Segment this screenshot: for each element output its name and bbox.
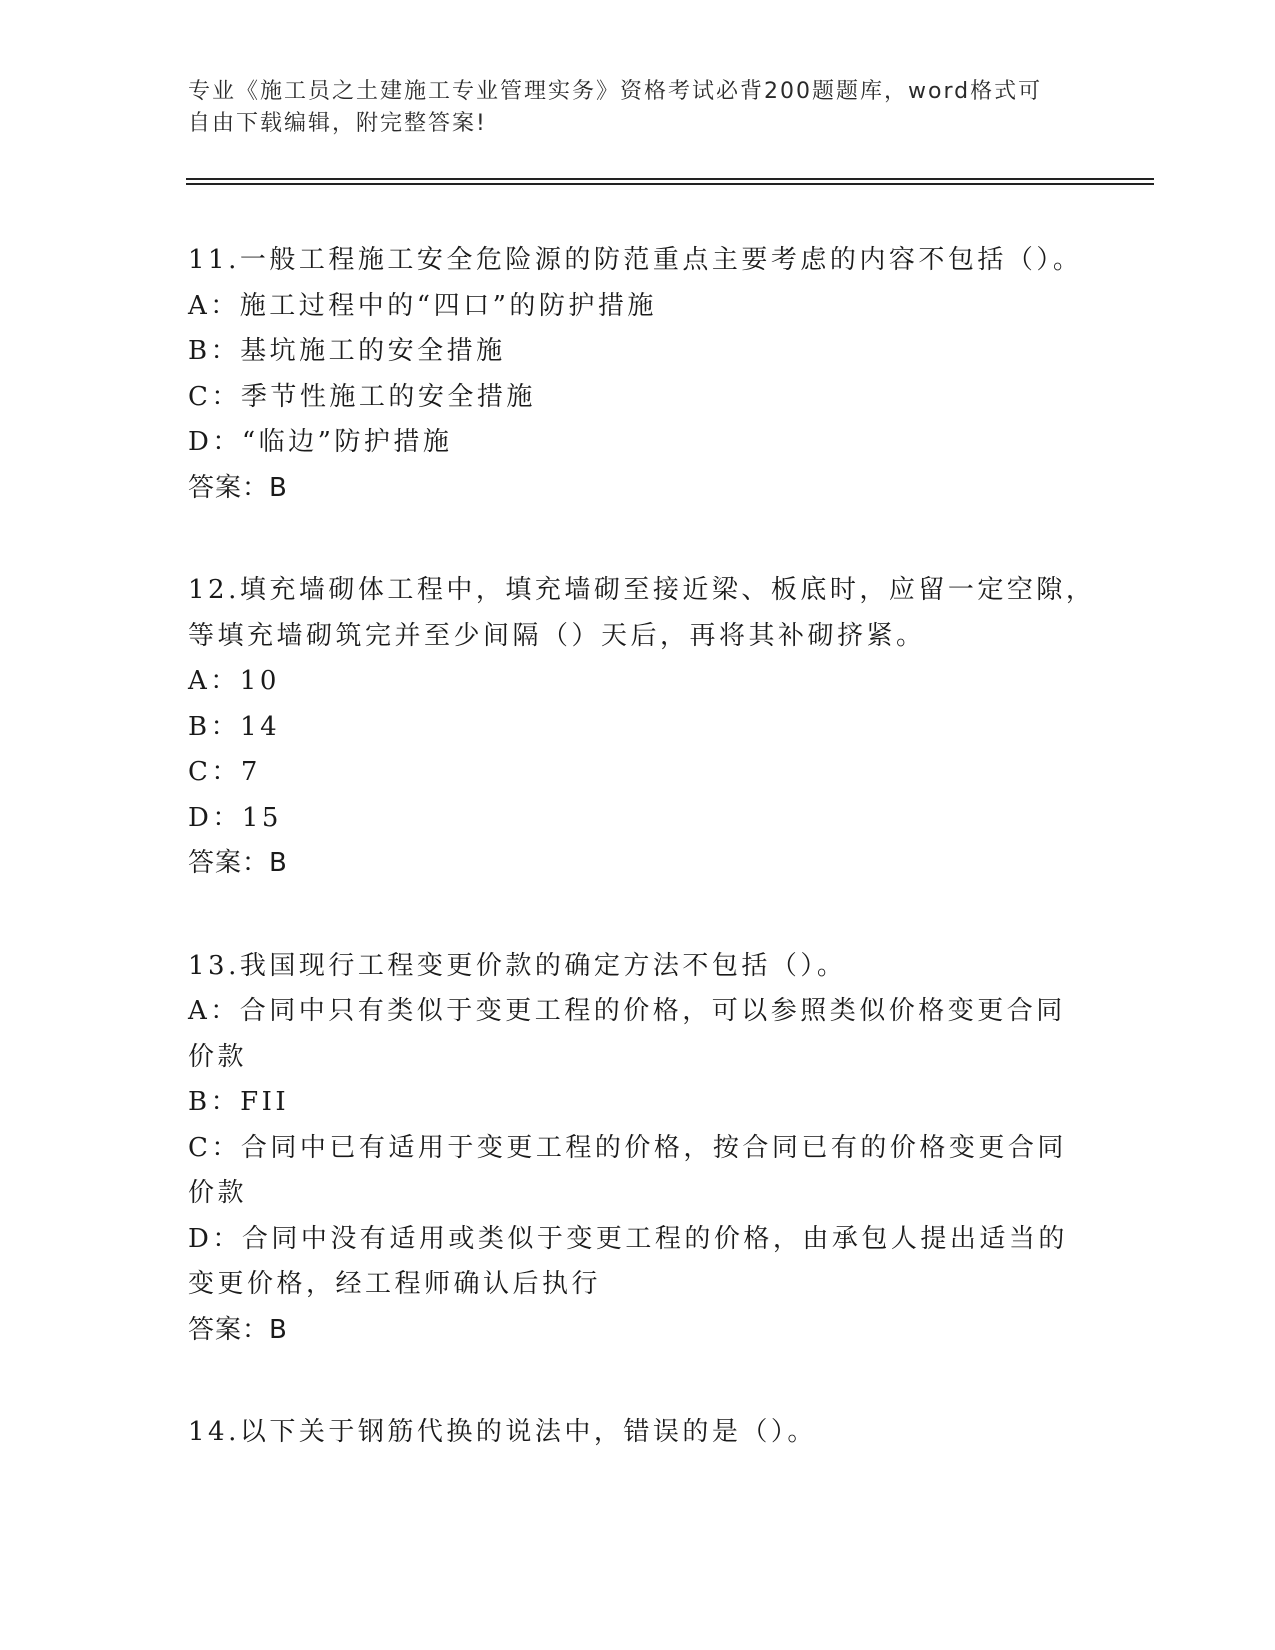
question-stem: 14.以下关于钢筋代换的说法中，错误的是（）。 [188, 1417, 817, 1447]
option-c: C：季节性施工的安全措施 [188, 381, 536, 412]
question-13 [188, 944, 1088, 1354]
header-divider-bottom [186, 183, 1154, 185]
header-divider-top [186, 178, 1154, 180]
question-stem: 13.我国现行工程变更价款的确定方法不包括（）。 [188, 950, 847, 981]
option-a: A：合同中只有类似于变更工程的价格，可以参照类似价格变更合同价款 [188, 996, 1066, 1072]
question-stem: 11.一般工程施工安全危险源的防范重点主要考虑的内容不包括（）。 [188, 245, 1083, 275]
answer-label: 答案： [188, 472, 270, 503]
option-c: C：合同中已有适用于变更工程的价格，按合同已有的价格变更合同价款 [188, 1132, 1067, 1208]
option-b: B：基坑施工的安全措施 [188, 336, 506, 366]
document-header [188, 76, 1088, 140]
question-14 [188, 1410, 1088, 1456]
answer-line [188, 466, 1088, 512]
option-a: A：10 [188, 666, 280, 696]
question-list [188, 238, 1096, 1513]
header-line-1: 专业《施工员之土建施工专业管理实务》资格考试必背200题题库，word格式可 [188, 79, 1043, 104]
answer-value: B [269, 1314, 288, 1345]
answer-value: B [269, 472, 288, 503]
option-d: D：“临边”防护措施 [188, 427, 453, 457]
answer-value: B [269, 848, 288, 878]
answer-label: 答案： [188, 1314, 270, 1345]
question-stem-cont: 等填充墙砌筑完并至少间隔（）天后，再将其补砌挤紧。 [188, 620, 926, 651]
question-stem: 12.填充墙砌体工程中，填充墙砌至接近梁、板底时，应留一定空隙， [188, 575, 1096, 605]
option-b: B：14 [188, 711, 281, 742]
answer-line [188, 1308, 1088, 1354]
option-d: D：合同中没有适用或类似于变更工程的价格，由承包人提出适当的变更价格，经工程师确认后执行 [188, 1223, 1068, 1299]
question-12 [188, 568, 1096, 887]
answer-label: 答案： [188, 848, 270, 878]
option-c: C：7 [188, 757, 261, 787]
option-b: B：FII [188, 1087, 290, 1117]
question-11 [188, 238, 1088, 511]
header-line-2: 自由下载编辑，附完整答案! [188, 111, 487, 136]
option-d: D：15 [188, 802, 282, 833]
option-a: A：施工过程中的“四口”的防护措施 [188, 290, 657, 321]
answer-line [188, 841, 1088, 887]
